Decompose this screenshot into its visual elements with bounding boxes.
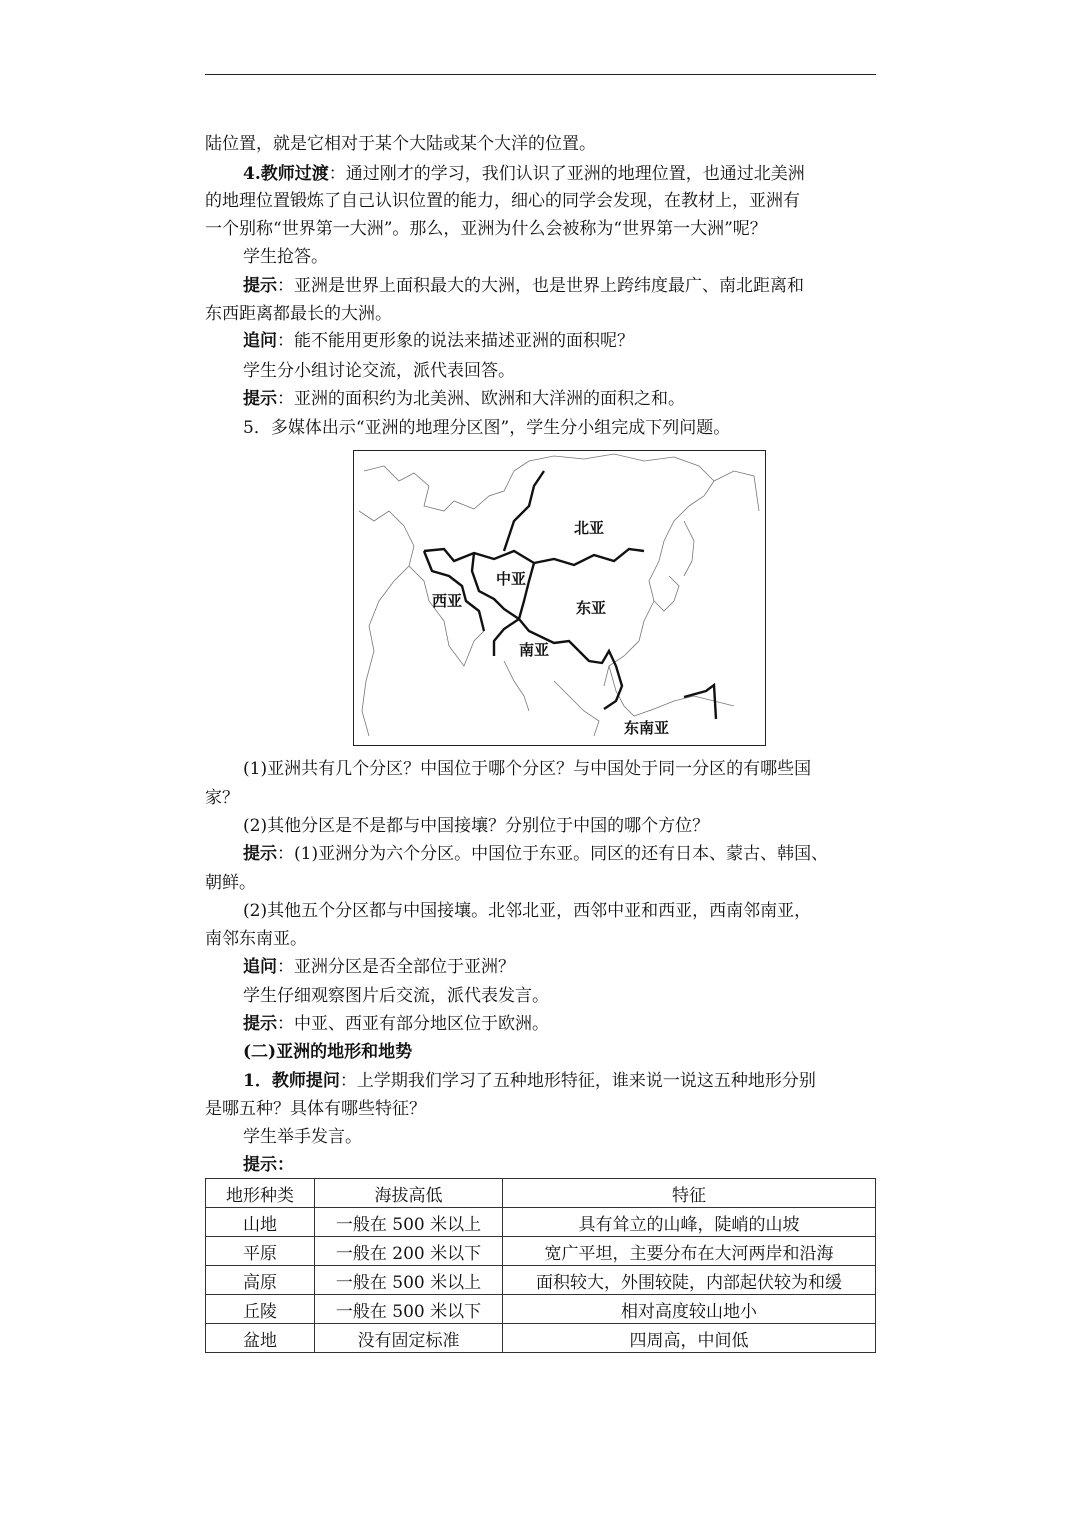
table-row — [206, 1324, 876, 1353]
paragraph-line: 一个别称“世界第一大洲”。那么，亚洲为什么会被称为“世界第一大洲”呢？ — [205, 219, 767, 239]
map-label-central-asia: 中亚 — [496, 570, 527, 588]
table-cell: 四周高，中间低 — [503, 1324, 876, 1353]
table-row — [206, 1208, 876, 1237]
table-row — [206, 1237, 876, 1266]
hint-line: 提示：中亚、西亚有部分地区位于欧洲。 — [243, 1014, 549, 1034]
map-label-southeast-asia: 东南亚 — [624, 719, 670, 737]
paragraph-line: 陆位置，就是它相对于某个大陆或某个大洋的位置。 — [205, 134, 596, 154]
table-header-cell: 地形种类 — [206, 1179, 315, 1208]
table-cell: 高原 — [206, 1266, 315, 1295]
table-header-row — [206, 1179, 876, 1208]
table-cell: 宽广平坦，主要分布在大河两岸和沿海 — [503, 1237, 876, 1266]
table-header-cell: 海拔高低 — [315, 1179, 503, 1208]
hint-label: 提示： — [243, 1155, 294, 1175]
table-cell: 一般在 500 米以上 — [315, 1266, 503, 1295]
table-cell: 一般在 500 米以下 — [315, 1295, 503, 1324]
header-rule — [205, 74, 876, 75]
section-heading: (二)亚洲的地形和地势 — [243, 1042, 413, 1062]
table-cell: 没有固定标准 — [315, 1324, 503, 1353]
table-cell: 相对高度较山地小 — [503, 1295, 876, 1324]
paragraph-line: 是哪五种？具体有哪些特征？ — [205, 1099, 426, 1119]
table-cell: 具有耸立的山峰，陡峭的山坡 — [503, 1208, 876, 1237]
paragraph-line: 学生举手发言。 — [243, 1127, 362, 1147]
paragraph-line: 追问：能不能用更形象的说法来描述亚洲的面积呢？ — [243, 331, 634, 351]
hint-line: 南邻东南亚。 — [205, 929, 307, 949]
table-header-cell: 特征 — [503, 1179, 876, 1208]
paragraph-line: 4.教师过渡：通过刚才的学习，我们认识了亚洲的地理位置，也通过北美洲 — [243, 164, 805, 184]
paragraph-line: 提示：亚洲是世界上面积最大的大洲，也是世界上跨纬度最广、南北距离和 — [243, 276, 804, 296]
asia-map-svg — [354, 451, 765, 745]
paragraph-line: 5．多媒体出示“亚洲的地理分区图”，学生分小组完成下列问题。 — [243, 418, 731, 438]
hint-line: (2)其他五个分区都与中国接壤。北邻北亚，西邻中亚和西亚，西南邻南亚， — [243, 901, 812, 921]
table-cell: 面积较大，外围较陡，内部起伏较为和缓 — [503, 1266, 876, 1295]
table-cell: 平原 — [206, 1237, 315, 1266]
region-labels — [432, 519, 669, 737]
table-cell: 山地 — [206, 1208, 315, 1237]
table-cell: 一般在 500 米以上 — [315, 1208, 503, 1237]
question-line: (1)亚洲共有几个分区？中国位于哪个分区？与中国处于同一分区的有哪些国 — [243, 759, 812, 779]
paragraph-line: 的地理位置锻炼了自己认识位置的能力，细心的同学会发现，在教材上，亚洲有 — [205, 191, 800, 211]
hint-line: 提示：(1)亚洲分为六个分区。中国位于东亚。同区的还有日本、蒙古、韩国、 — [243, 844, 829, 864]
asia-region-map — [353, 450, 766, 746]
paragraph-line: 东西距离都最长的大洲。 — [205, 304, 392, 324]
region-borders — [424, 471, 716, 719]
paragraph-line: 1．教师提问：上学期我们学习了五种地形特征，谁来说一说这五种地形分别 — [243, 1071, 816, 1091]
map-label-south-asia: 南亚 — [519, 641, 550, 659]
paragraph-line: 提示：亚洲的面积约为北美洲、欧洲和大洋洲的面积之和。 — [243, 389, 685, 409]
hint-line: 朝鲜。 — [205, 873, 256, 893]
table-cell: 丘陵 — [206, 1295, 315, 1324]
question-line: (2)其他分区是不是都与中国接壤？分别位于中国的哪个方位？ — [243, 816, 710, 836]
map-label-east-asia: 东亚 — [576, 599, 607, 617]
map-label-west-asia: 西亚 — [432, 592, 463, 610]
table-cell: 一般在 200 米以下 — [315, 1237, 503, 1266]
question-line: 家？ — [205, 788, 239, 808]
followup-line: 追问：亚洲分区是否全部位于亚洲？ — [243, 957, 515, 977]
map-label-north-asia: 北亚 — [574, 519, 605, 537]
paragraph-line: 学生分小组讨论交流，派代表回答。 — [243, 361, 515, 381]
table-row — [206, 1295, 876, 1324]
paragraph-line: 学生抢答。 — [243, 247, 328, 267]
table-cell: 盆地 — [206, 1324, 315, 1353]
table-row — [206, 1266, 876, 1295]
paragraph-line: 学生仔细观察图片后交流，派代表发言。 — [243, 986, 549, 1006]
terrain-table — [205, 1178, 876, 1353]
